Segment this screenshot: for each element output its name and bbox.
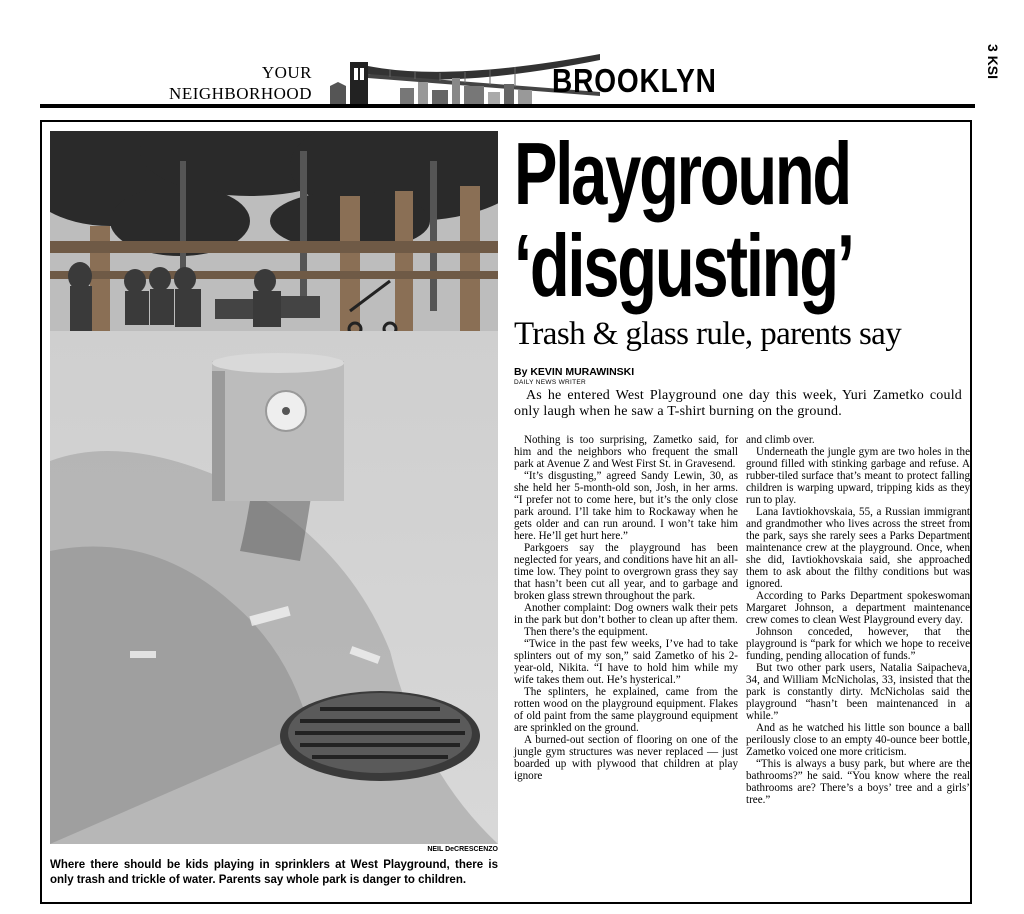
paragraph: Then there’s the equipment. — [524, 626, 648, 639]
paragraph: Parkgoers say the playground has been neglected for years, and conditions have hit an all-time low. They point to overgrown grass they say that hasn’t been cut all year, and to garbage and broken glass strewn throughout the park. — [514, 542, 738, 603]
paragraph: Nothing is too surprising, Zametko said, for him and the neighbors who frequent the small park at Avenue Z and West First St. in Gravesend. — [514, 434, 738, 471]
header-your-neighborhood — [150, 62, 312, 104]
byline: By KEVIN MURAWINSKI — [514, 366, 635, 378]
paragraph: Underneath the jungle gym are two holes in the ground filled with stinking garbage and refuse. A rubber-tiled surface that’s meant to protect falling children is warping upward, tripping kids as they run to play. — [746, 446, 970, 507]
paragraph-continued: and climb over. — [746, 434, 815, 446]
header-neighborhood: NEIGHBORHOOD — [169, 84, 312, 103]
paragraph: A burned-out section of flooring on one of the jungle gym structures was never replaced — just boarded up with plywood that children at play ignore — [514, 734, 738, 783]
article-column-2 — [746, 434, 970, 806]
paragraph: “Twice in the past few weeks, I’ve had to take splinters out of my son,” said Zametko of his 2-year-old, Nikita. “I have to hold him while my wife takes them out. He’s hysterical.” — [514, 638, 738, 687]
headline-line-1: Playground — [514, 124, 850, 223]
article-column-1 — [514, 434, 738, 782]
subhead: Trash & glass rule, parents say — [514, 316, 902, 352]
photo-caption: Where there should be kids playing in sprinklers at West Playground, there is only trash and trickle of water. Parents say whole park is danger to children. — [50, 859, 498, 886]
paragraph: But two other park users, Natalia Saipacheva, 34, and William McNicholas, 33, insisted that the park is constantly dirty. McNicholas said the playground “hasn’t been maintenanced in a while.” — [746, 662, 970, 723]
byline-title: DAILY NEWS WRITER — [514, 379, 587, 386]
header-rule — [40, 104, 975, 108]
paragraph: Johnson conceded, however, that the playground is “park for which we hope to receive funding, pending allocation of funds.” — [746, 626, 970, 663]
headline — [514, 124, 854, 315]
lede-paragraph: As he entered West Playground one day this week, Yuri Zametko could only laugh when he saw a T-shirt burning on the ground. — [514, 388, 962, 419]
paragraph: The splinters, he explained, came from the rotten wood on the playground equipment. Flakes of old paint from the same playground equipment are sprinkled on the ground. — [514, 686, 738, 735]
sprinkler-post — [212, 353, 344, 501]
header-your: YOUR — [261, 63, 312, 82]
section-title: BROOKLYN — [552, 62, 717, 99]
photo-credit: NEIL DeCRESCENZO — [427, 846, 498, 853]
playground-photo — [50, 131, 498, 844]
paragraph: Another complaint: Dog owners walk their pets in the park but don’t bother to clean up after them. — [514, 602, 738, 627]
paragraph: “It’s disgusting,” agreed Sandy Lewin, 30, as she held her 5-month-old son, Josh, in her arms. “I prefer not to come here, but it’s the only close park around. I’ll take him to Rockaway when he gets older and can run around. I won’t take him here. He’ll get hurt here.” — [514, 470, 738, 543]
paragraph: And as he watched his little son bounce a ball perilously close to an empty 40-ounce beer bottle, Zametko voiced one more criticism. — [746, 722, 970, 759]
paragraph: According to Parks Department spokeswoman Margaret Johnson, a department maintenance crew comes to clean West Playground every day. — [746, 590, 970, 627]
paragraph: Lana Iavtiokhovskaia, 55, a Russian immigrant and grandmother who lives across the street from the park, says she rarely sees a Parks Department maintenance crew at the playground. Once, when she did, Iavtiokhovskaia said, she approached them to ask about the filthy conditions but was ignored. — [746, 506, 970, 591]
paragraph: “This is always a busy park, but where are the bathrooms?” he said. “You know where the real bathrooms are? There’s a boys’ tree and a girls’ tree.” — [746, 758, 970, 807]
headline-line-2: ‘disgusting’ — [514, 216, 853, 315]
page-side-label: 3 KSI — [985, 44, 1001, 80]
